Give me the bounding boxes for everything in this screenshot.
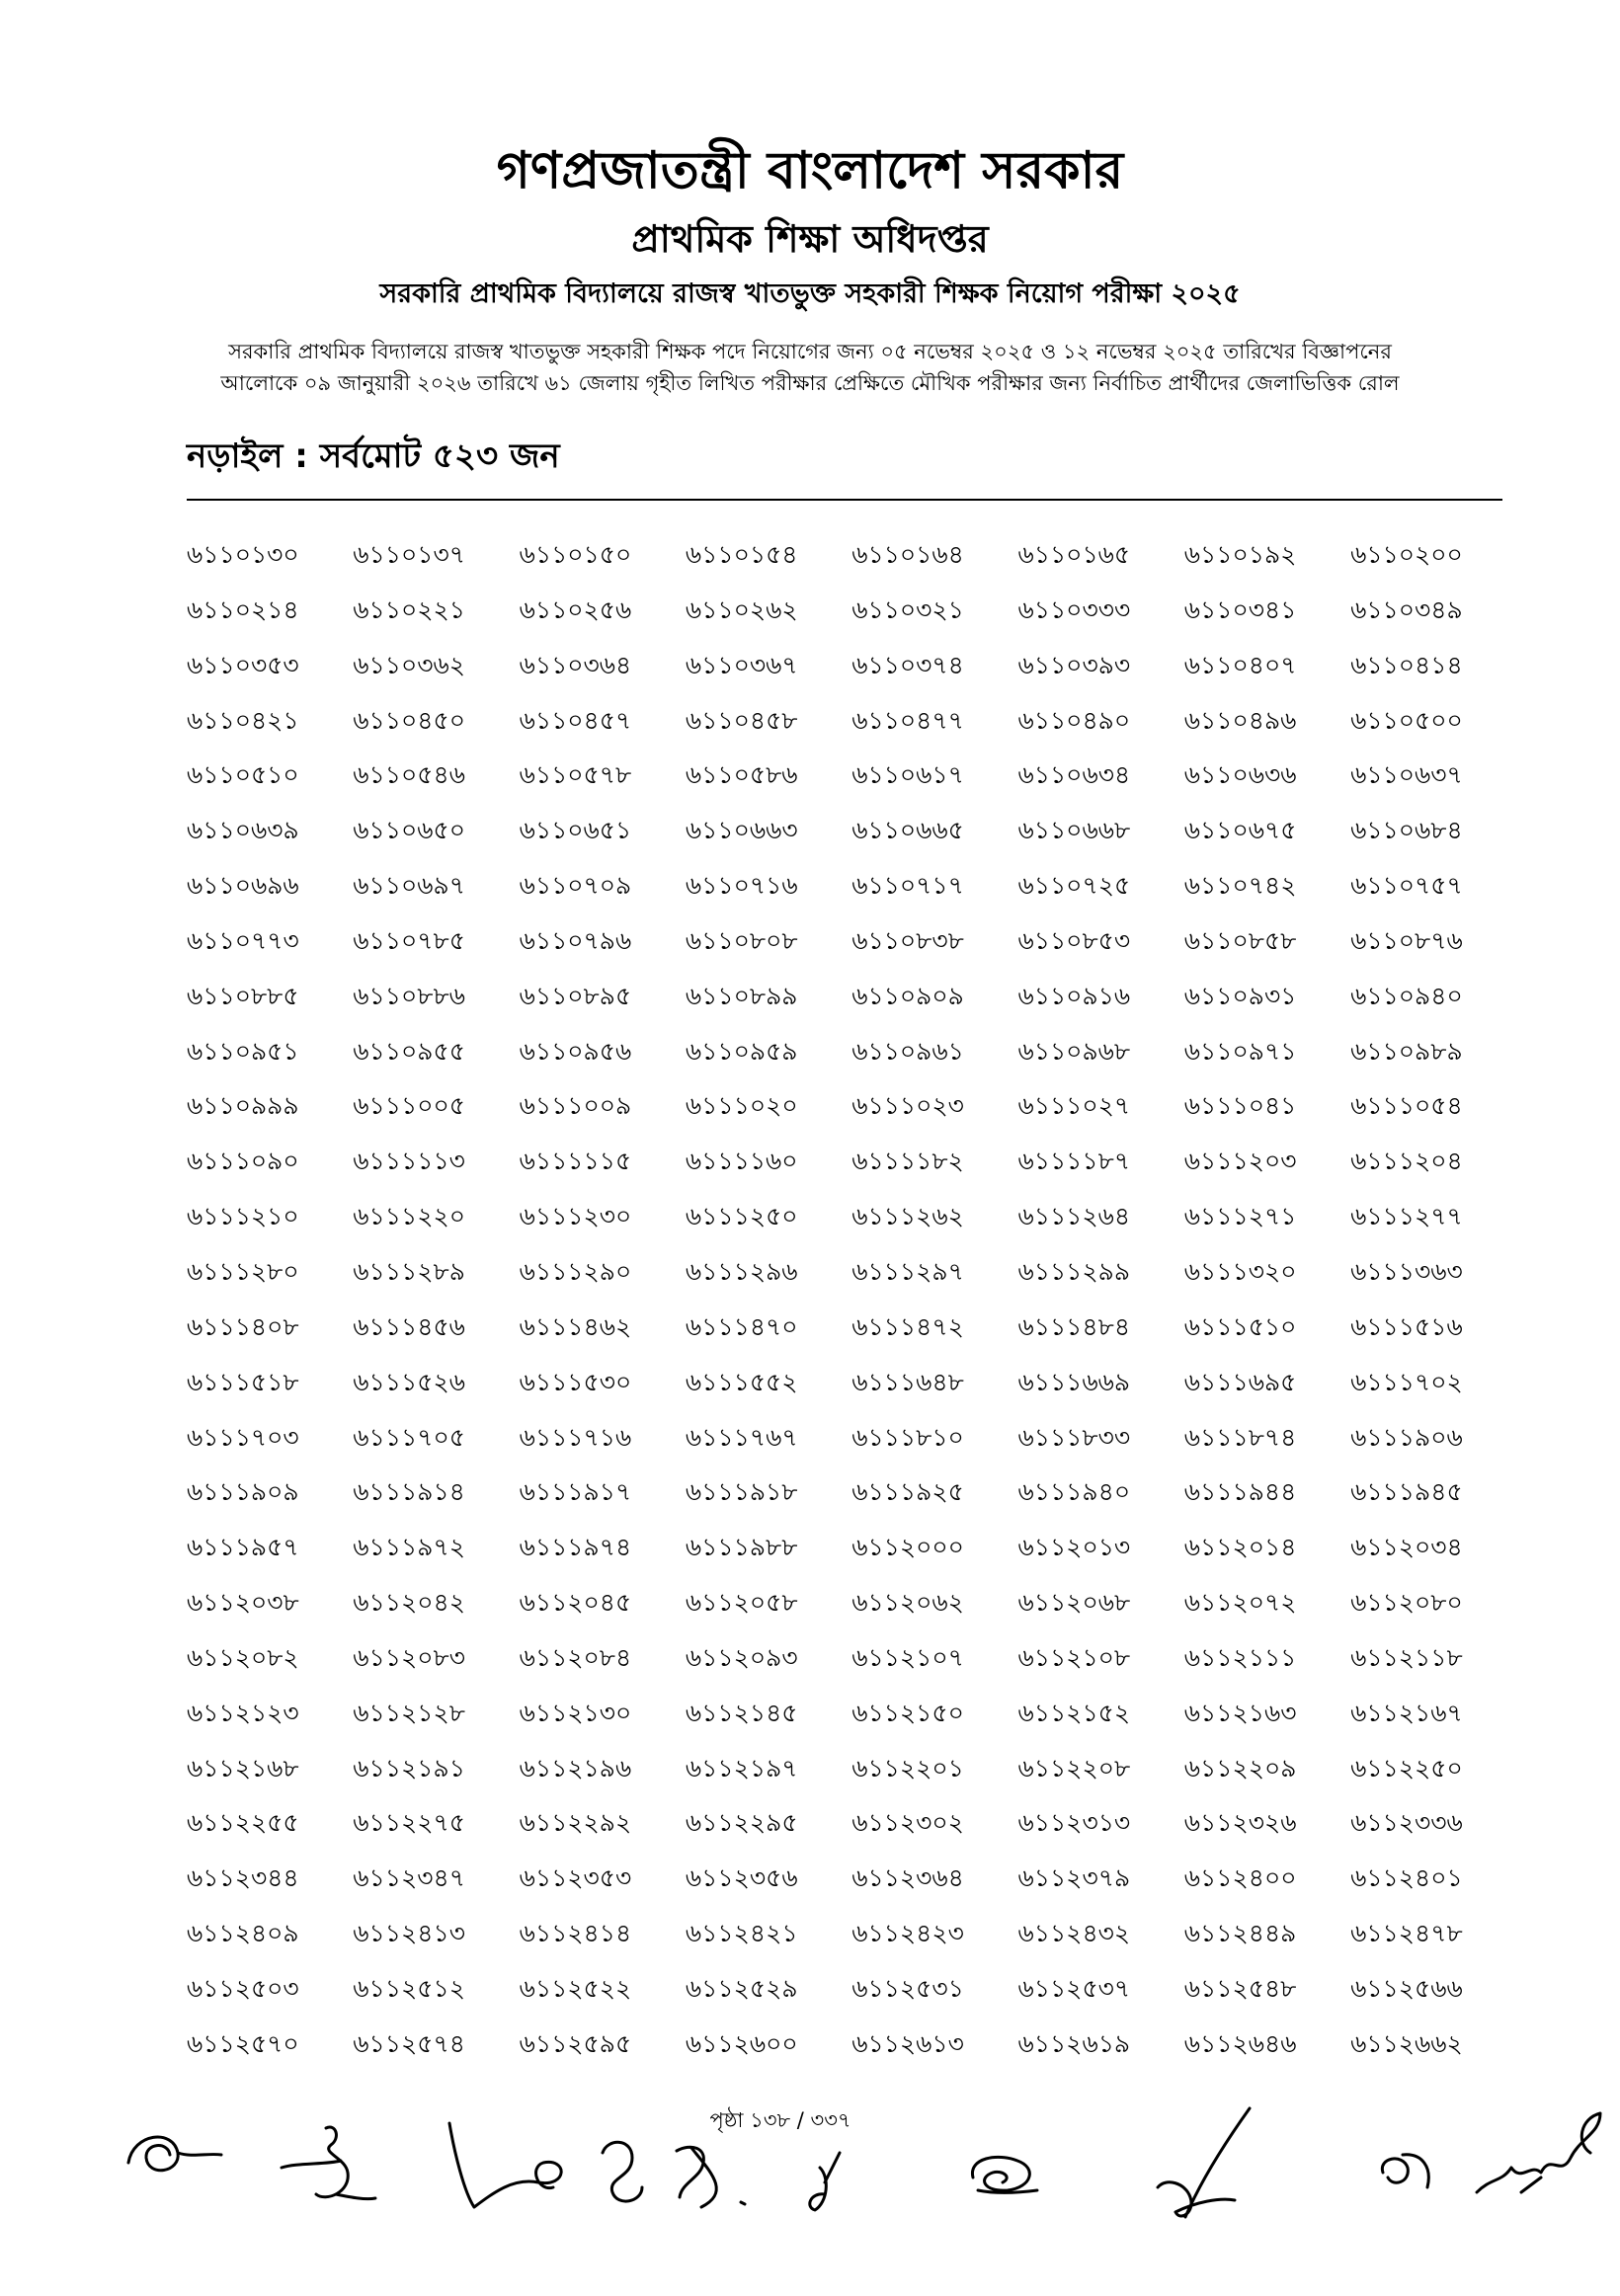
roll-number: ৬১১০৩২১ [851, 594, 964, 624]
roll-number: ৬১১২১৪৫ [685, 1698, 798, 1727]
roll-number: ৬১১২১৫০ [851, 1698, 964, 1727]
roll-number: ৬১১০১৫৪ [685, 540, 798, 569]
roll-number: ৬১১১৩৬৩ [1350, 1256, 1463, 1286]
roll-number: ৬১১০৩৭৪ [851, 650, 964, 679]
roll-number: ৬১১২৪১৩ [353, 1919, 465, 1948]
roll-number: ৬১১২০৮৩ [353, 1642, 465, 1672]
roll-number: ৬১১০৭১৭ [851, 871, 964, 901]
roll-number: ৬১১১৫১৬ [1350, 1311, 1463, 1341]
exam-title: সরকারি প্রাথমিক বিদ্যালয়ে রাজস্ব খাতভুক্ত সহকারী শিক্ষক নিয়োগ পরীক্ষা ২০২৫ [379, 278, 1241, 309]
roll-number: ৬১১১২৯৯ [1017, 1256, 1131, 1286]
roll-number: ৬১১০৪৭৭ [851, 705, 964, 735]
roll-number: ৬১১২৬৪৬ [1183, 2028, 1297, 2058]
roll-number: ৬১১২১৯৭ [685, 1753, 798, 1782]
roll-number: ৬১১০৭৫৭ [1350, 871, 1463, 901]
roll-number: ৬১১০৬৩৯ [187, 816, 299, 845]
roll-number: ৬১১০৪৯৬ [1183, 705, 1297, 735]
roll-number: ৬১১২১৫২ [1017, 1698, 1131, 1727]
roll-number: ৬১১১৭০৩ [187, 1422, 299, 1452]
roll-number: ৬১১০৫০০ [1350, 705, 1463, 735]
roll-number: ৬১১০১৯২ [1183, 540, 1297, 569]
roll-number: ৬১১০৪১৪ [1350, 650, 1463, 679]
roll-number: ৬১১২৬১৯ [1017, 2028, 1131, 2058]
signature-2 [282, 2127, 375, 2199]
roll-number: ৬১১২৬১৩ [851, 2028, 964, 2058]
roll-number: ৬১১১৭৬৭ [685, 1422, 798, 1452]
roll-number: ৬১১০৬৩৭ [1350, 760, 1463, 790]
roll-number: ৬১১২০৮২ [187, 1642, 299, 1672]
roll-number: ৬১১২৩৪৭ [353, 1863, 465, 1893]
roll-number: ৬১১১১১৫ [519, 1147, 632, 1176]
roll-number: ৬১১২১১৮ [1350, 1642, 1463, 1672]
roll-number: ৬১১১৬৬৯ [1017, 1367, 1131, 1396]
roll-number: ৬১১২৪৪৯ [1183, 1919, 1297, 1948]
roll-number: ৬১১১২৯৬ [685, 1256, 798, 1286]
signature-5 [677, 2147, 745, 2207]
roll-number: ৬১১২১২৮ [353, 1698, 465, 1727]
roll-number: ৬১১২১২৩ [187, 1698, 299, 1727]
roll-number: ৬১১০৯৬১ [851, 1036, 964, 1066]
roll-number: ৬১১০৬৯৭ [353, 871, 465, 901]
roll-number: ৬১১০১৩৭ [353, 540, 465, 569]
roll-number: ৬১১২৫২২ [519, 1973, 632, 2003]
roll-number: ৬১১১৫৩০ [519, 1367, 632, 1396]
roll-number: ৬১১২০৪২ [353, 1588, 465, 1618]
roll-number: ৬১১২০৩৪ [1350, 1533, 1463, 1562]
roll-number: ৬১১১৯৫৭ [187, 1533, 299, 1562]
notice-line-1: সরকারি প্রাথমিক বিদ্যালয়ে রাজস্ব খাতভুক্ত সহকারী শিক্ষক পদে নিয়োগের জন্য ০৫ নভেম্বর ২০২৫ ও ১২ নভেম্বর ২০২৫ তারিখের বিজ্ঞাপনের [228, 340, 1392, 363]
roll-number: ৬১১০৯৫১ [187, 1036, 299, 1066]
district-heading: নড়াইল : সর্বমোট ৫২৩ জন [187, 436, 560, 476]
roll-number: ৬১১০২২১ [353, 594, 465, 624]
roll-number: ৬১১০৯৫৯ [685, 1036, 798, 1066]
roll-number: ৬১১২৫০৩ [187, 1973, 299, 2003]
roll-number: ৬১১১৪৭২ [851, 1311, 964, 1341]
roll-number: ৬১১০৪৫০ [353, 705, 465, 735]
roll-number: ৬১১২২০৮ [1017, 1753, 1131, 1782]
roll-number: ৬১১০৩৫৩ [187, 650, 299, 679]
roll-number: ৬১১০৩৪৯ [1350, 594, 1463, 624]
roll-number: ৬১১২২৯৫ [685, 1808, 798, 1838]
roll-number: ৬১১০২১৪ [187, 594, 299, 624]
roll-number: ৬১১২৪২১ [685, 1919, 798, 1948]
roll-number: ৬১১০৬১৭ [851, 760, 964, 790]
roll-number: ৬১১০৪৫৭ [519, 705, 632, 735]
roll-number: ৬১১০২৬২ [685, 594, 798, 624]
roll-number: ৬১১২৫১২ [353, 1973, 465, 2003]
roll-number: ৬১১০২০০ [1350, 540, 1463, 569]
roll-number: ৬১১২৪১৪ [519, 1919, 632, 1948]
roll-number: ৬১১০৮৯৯ [685, 981, 798, 1010]
roll-number: ৬১১০৯০৯ [851, 981, 964, 1010]
roll-number: ৬১১০৬৯৬ [187, 871, 299, 901]
roll-number: ৬১১২১৬৩ [1183, 1698, 1297, 1727]
roll-number: ৬১১২১৩০ [519, 1698, 632, 1727]
roll-number: ৬১১২৪০৯ [187, 1919, 299, 1948]
roll-number: ৬১১২৩১৩ [1017, 1808, 1131, 1838]
roll-number: ৬১১০৬৬৩ [685, 816, 798, 845]
roll-number: ৬১১২৫৭০ [187, 2028, 299, 2058]
roll-number: ৬১১০৭৪২ [1183, 871, 1297, 901]
roll-number: ৬১১১৩২০ [1183, 1256, 1297, 1286]
roll-number: ৬১১২০০০ [851, 1533, 964, 1562]
roll-number: ৬১১০৬৩৬ [1183, 760, 1297, 790]
roll-number: ৬১১০১৫০ [519, 540, 632, 569]
roll-number: ৬১১১১১৩ [353, 1147, 465, 1176]
roll-number: ৬১১২৫৭৪ [353, 2028, 465, 2058]
signature-9 [1382, 2155, 1428, 2187]
roll-number: ৬১১০৩৪১ [1183, 594, 1297, 624]
roll-number: ৬১১২১৯৬ [519, 1753, 632, 1782]
roll-number: ৬১১০৬৩৪ [1017, 760, 1131, 790]
roll-number: ৬১১২৩৩৬ [1350, 1808, 1463, 1838]
roll-number: ৬১১১৯১৪ [353, 1477, 465, 1507]
roll-number: ৬১১১৪৬২ [519, 1311, 632, 1341]
roll-number: ৬১১২৫৩১ [851, 1973, 964, 2003]
roll-number: ৬১১১৫১০ [1183, 1311, 1297, 1341]
roll-number: ৬১১০৮৯৫ [519, 981, 632, 1010]
roll-number: ৬১১১২৯০ [519, 1256, 632, 1286]
roll-number: ৬১১০৬৫০ [353, 816, 465, 845]
roll-number: ৬১১২৫৪৮ [1183, 1973, 1297, 2003]
roll-number: ৬১১১১৬০ [685, 1147, 798, 1176]
roll-number: ৬১১১৮৩৩ [1017, 1422, 1131, 1452]
roll-number: ৬১১০৬৮৪ [1350, 816, 1463, 845]
roll-number: ৬১১২০১৩ [1017, 1533, 1131, 1562]
roll-number: ৬১১২১৬৮ [187, 1753, 299, 1782]
roll-number: ৬১১২৫২৯ [685, 1973, 798, 2003]
roll-number: ৬১১১৯৪০ [1017, 1477, 1131, 1507]
roll-number: ৬১১১০২০ [685, 1091, 798, 1121]
roll-number: ৬১১২২৭৫ [353, 1808, 465, 1838]
roll-number: ৬১১১৮১০ [851, 1422, 964, 1452]
roll-number: ৬১১০৯৩১ [1183, 981, 1297, 1010]
roll-number: ৬১১০৭২৫ [1017, 871, 1131, 901]
roll-number: ৬১১১৪০৮ [187, 1311, 299, 1341]
roll-number: ৬১১১৭০২ [1350, 1367, 1463, 1396]
roll-number: ৬১১০৬৫১ [519, 816, 632, 845]
roll-number: ৬১১২০৮৪ [519, 1642, 632, 1672]
roll-number: ৬১১১৭১৬ [519, 1422, 632, 1452]
roll-number: ৬১১০৯৬৮ [1017, 1036, 1131, 1066]
roll-number: ৬১১০৯৭১ [1183, 1036, 1297, 1066]
government-title: গণপ্রজাতন্ত্রী বাংলাদেশ সরকার [496, 141, 1124, 200]
roll-number: ৬১১০৮৫৮ [1183, 925, 1297, 955]
roll-number: ৬১১২২০১ [851, 1753, 964, 1782]
roll-number: ৬১১২০৫৮ [685, 1588, 798, 1618]
roll-number: ৬১১১২৬২ [851, 1202, 964, 1231]
roll-number: ৬১১০৫১০ [187, 760, 299, 790]
directorate-title: প্রাথমিক শিক্ষা অধিদপ্তর [631, 217, 989, 261]
roll-number: ৬১১১২৬৪ [1017, 1202, 1131, 1231]
roll-number: ৬১১১২০৩ [1183, 1147, 1297, 1176]
roll-number: ৬১১০২৫৬ [519, 594, 632, 624]
roll-number: ৬১১০৪২১ [187, 705, 299, 735]
roll-number: ৬১১২৪০১ [1350, 1863, 1463, 1893]
roll-number: ৬১১১৫২৬ [353, 1367, 465, 1396]
roll-number: ৬১১১২৮৯ [353, 1256, 465, 1286]
roll-number: ৬১১১৯১৮ [685, 1477, 798, 1507]
roll-number: ৬১১২৫৩৭ [1017, 1973, 1131, 2003]
roll-number: ৬১১০১৬৫ [1017, 540, 1131, 569]
roll-number: ৬১১০৯৫৬ [519, 1036, 632, 1066]
roll-number: ৬১১২৩৭৯ [1017, 1863, 1131, 1893]
roll-number: ৬১১১০৪১ [1183, 1091, 1297, 1121]
roll-number: ৬১১১২০৪ [1350, 1147, 1463, 1176]
signature-1 [128, 2137, 221, 2171]
page-number: পৃষ্ঠা ১৩৮ / ৩৩৭ [709, 2108, 851, 2132]
roll-number: ৬১১২১০৮ [1017, 1642, 1131, 1672]
roll-number: ৬১১০১৩০ [187, 540, 299, 569]
signature-8 [1158, 2108, 1250, 2217]
roll-number: ৬১১০৮৮৬ [353, 981, 465, 1010]
roll-number: ৬১১২৫৯৫ [519, 2028, 632, 2058]
roll-number: ৬১১২৫৬৬ [1350, 1973, 1463, 2003]
roll-number: ৬১১০৭০৯ [519, 871, 632, 901]
roll-number: ৬১১১২৭১ [1183, 1202, 1297, 1231]
roll-number: ৬১১১৯২৫ [851, 1477, 964, 1507]
roll-number: ৬১১২৪০০ [1183, 1863, 1297, 1893]
roll-number: ৬১১১৯৪৪ [1183, 1477, 1297, 1507]
roll-number: ৬১১০৮৭৬ [1350, 925, 1463, 955]
signature-4 [603, 2142, 642, 2201]
roll-number: ৬১১০৭৯৬ [519, 925, 632, 955]
roll-number: ৬১১২২৫০ [1350, 1753, 1463, 1782]
roll-number: ৬১১২৪৩২ [1017, 1919, 1131, 1948]
roll-number: ৬১১০৮৮৫ [187, 981, 299, 1010]
roll-number: ৬১১০৫৮৬ [685, 760, 798, 790]
roll-number: ৬১১২০৩৮ [187, 1588, 299, 1618]
roll-number: ৬১১২১০৭ [851, 1642, 964, 1672]
roll-number: ৬১১০৩৬৪ [519, 650, 632, 679]
roll-number: ৬১১১৯৭৪ [519, 1533, 632, 1562]
notice-line-2: আলোকে ০৯ জানুয়ারী ২০২৬ তারিখে ৬১ জেলায় গৃহীত লিখিত পরীক্ষার প্রেক্ষিতে মৌখিক পরীক্ষার জন্য নির্বাচিত প্রার্থীদের জেলাভিত্তিক রোল [220, 371, 1400, 395]
roll-number: ৬১১২০৬২ [851, 1588, 964, 1618]
roll-number: ৬১১০৩৩৩ [1017, 594, 1131, 624]
roll-number: ৬১১০৩৬২ [353, 650, 466, 679]
roll-number: ৬১১১০০৫ [353, 1091, 465, 1121]
roll-number-grid [187, 527, 1517, 2072]
roll-number: ৬১১২৬০০ [685, 2028, 798, 2058]
roll-number: ৬১১২০৯৩ [685, 1642, 798, 1672]
roll-number: ৬১১১৯৭২ [353, 1533, 465, 1562]
roll-number: ৬১১১০৯০ [187, 1147, 299, 1176]
roll-number: ৬১১২২০৯ [1183, 1753, 1297, 1782]
roll-number: ৬১১০৪৯০ [1017, 705, 1131, 735]
roll-number: ৬১১১৭০৫ [353, 1422, 465, 1452]
roll-number: ৬১১০৬৬৫ [851, 816, 964, 845]
roll-number: ৬১১১৯১৭ [519, 1477, 632, 1507]
roll-number: ৬১১১২১০ [187, 1202, 299, 1231]
roll-number: ৬১১২২৯২ [519, 1808, 632, 1838]
roll-number: ৬১১১২২০ [353, 1202, 465, 1231]
roll-number: ৬১১২০৮০ [1350, 1588, 1463, 1618]
signature-6 [810, 2153, 840, 2210]
roll-number: ৬১১১৫৫২ [685, 1367, 798, 1396]
roll-number: ৬১১১৬৯৫ [1183, 1367, 1297, 1396]
roll-number: ৬১১০৯৯৯ [187, 1091, 299, 1121]
roll-number: ৬১১২০৭২ [1183, 1588, 1297, 1618]
roll-number: ৬১১২১৬৭ [1350, 1698, 1463, 1727]
roll-number: ৬১১১১৮৭ [1017, 1147, 1131, 1176]
roll-number: ৬১১২৩৬৪ [851, 1863, 964, 1893]
roll-number: ৬১১০৩৯৩ [1017, 650, 1131, 679]
roll-number: ৬১১১২৯৭ [851, 1256, 964, 1286]
roll-number: ৬১১১১৮২ [851, 1147, 964, 1176]
roll-number: ৬১১১৯৮৮ [685, 1533, 798, 1562]
signature-3 [449, 2123, 561, 2207]
roll-number: ৬১১০৪৫৮ [685, 705, 798, 735]
roll-number: ৬১১০৫৭৮ [519, 760, 632, 790]
heading-divider [187, 499, 1502, 501]
roll-number: ৬১১১৯০৬ [1350, 1422, 1463, 1452]
roll-number: ৬১১১৯৪৫ [1350, 1477, 1463, 1507]
roll-number: ৬১১১৪৭০ [685, 1311, 798, 1341]
roll-number: ৬১১১২৭৭ [1350, 1202, 1463, 1231]
roll-number: ৬১১১৫১৮ [187, 1367, 299, 1396]
roll-number: ৬১১১২৮০ [187, 1256, 299, 1286]
roll-number: ৬১১০৮৫৩ [1017, 925, 1131, 955]
roll-number: ৬১১১৪৫৬ [353, 1311, 465, 1341]
roll-number: ৬১১২০১৪ [1183, 1533, 1297, 1562]
roll-number: ৬১১১০২৩ [851, 1091, 964, 1121]
roll-number: ৬১১২৪৭৮ [1350, 1919, 1463, 1948]
roll-number: ৬১১০৬৭৫ [1183, 816, 1297, 845]
roll-number: ৬১১১৬৪৮ [851, 1367, 964, 1396]
roll-number: ৬১১২২৫৫ [187, 1808, 299, 1838]
roll-number: ৬১১২১৯১ [353, 1753, 465, 1782]
roll-number: ৬১১০৯১৬ [1017, 981, 1131, 1010]
roll-number: ৬১১২১১১ [1183, 1642, 1297, 1672]
roll-number: ৬১১০৪০৭ [1183, 650, 1297, 679]
roll-number: ৬১১২৩৪৪ [187, 1863, 299, 1893]
roll-number: ৬১১২৩৫৬ [685, 1863, 798, 1893]
roll-number: ৬১১০৬৬৮ [1017, 816, 1131, 845]
roll-number: ৬১১২৩৫৩ [519, 1863, 632, 1893]
roll-number: ৬১১২৩০২ [851, 1808, 964, 1838]
roll-number: ৬১১২৪২৩ [851, 1919, 964, 1948]
roll-number: ৬১১১৮৭৪ [1183, 1422, 1297, 1452]
roll-number: ৬১১০৭৮৫ [353, 925, 465, 955]
signature-7 [972, 2157, 1037, 2192]
roll-number: ৬১১০৩৬৭ [685, 650, 798, 679]
signature-10 [1477, 2113, 1600, 2192]
roll-number: ৬১১০৯৪০ [1350, 981, 1463, 1010]
roll-number: ৬১১১০০৯ [519, 1091, 632, 1121]
roll-number: ৬১১১২৫০ [685, 1202, 798, 1231]
roll-number: ৬১১১৪৮৪ [1017, 1311, 1131, 1341]
roll-number: ৬১১০৭৭৩ [187, 925, 299, 955]
roll-number: ৬১১২০৬৮ [1017, 1588, 1131, 1618]
roll-number: ৬১১২৬৬২ [1350, 2028, 1463, 2058]
roll-number: ৬১১০৫৪৬ [353, 760, 465, 790]
roll-number: ৬১১১২৩০ [519, 1202, 632, 1231]
roll-number: ৬১১১৯০৯ [187, 1477, 299, 1507]
roll-number: ৬১১১০৫৪ [1350, 1091, 1463, 1121]
roll-number: ৬১১২৩২৬ [1183, 1808, 1297, 1838]
roll-number: ৬১১১০২৭ [1017, 1091, 1131, 1121]
roll-number: ৬১১০৮৩৮ [851, 925, 964, 955]
roll-number: ৬১১০১৬৪ [851, 540, 964, 569]
roll-number: ৬১১০৯৫৫ [353, 1036, 465, 1066]
roll-number: ৬১১০৮০৮ [685, 925, 798, 955]
roll-number: ৬১১২০৪৫ [519, 1588, 632, 1618]
signature-row [0, 2084, 1620, 2252]
roll-number: ৬১১০৭১৬ [685, 871, 798, 901]
roll-number: ৬১১০৯৮৯ [1350, 1036, 1463, 1066]
